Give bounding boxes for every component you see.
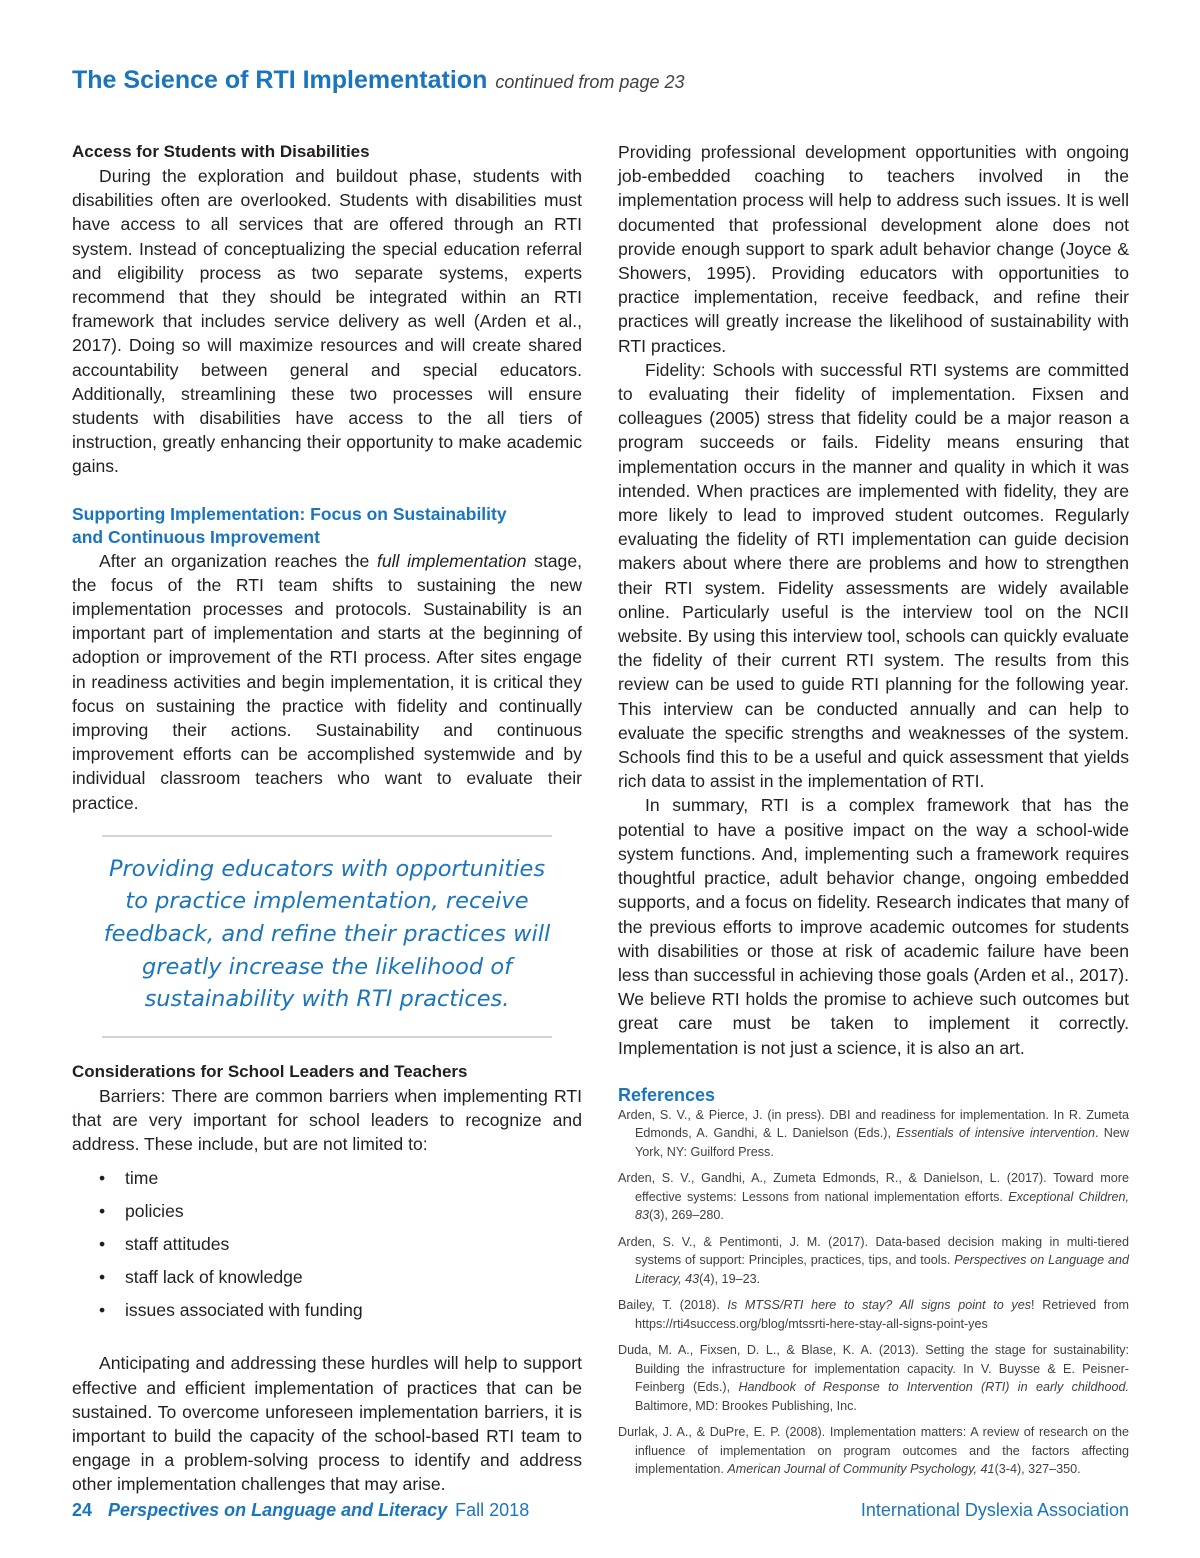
reference-item: Arden, S. V., Gandhi, A., Zumeta Edmonds, R., & Danielson, L. (2017). Toward more effective systems: Lessons from national implementation efforts. Exceptional Children, 83(3), 269–280. [618,1171,1129,1223]
barriers-list [99,1162,582,1327]
pull-quote [102,835,552,1038]
list-item: • time [99,1162,582,1195]
paragraph: Barriers: There are common barriers when implementing RTI that are very important for school leaders to recognize and address. These include, but are not limited to: [72,1085,582,1155]
pull-quote-line: greatly increase the likelihood of [141,953,513,980]
list-item: • staff attitudes [99,1228,582,1261]
organization-name: International Dyslexia Association [860,1500,1129,1520]
pull-quote-line: sustainability with RTI practices. [144,986,510,1013]
issue-label: Fall 2018 [455,1500,530,1520]
reference-item: Arden, S. V., & Pierce, J. (in press). DBI and readiness for implementation. In R. Zumeta Edmonds, A. Gandhi, & L. Danielson (Eds.), Essentials of intensive intervention. New York, NY: Guilford Press. [618,1107,1129,1159]
list-item: • staff lack of knowledge [99,1261,582,1294]
list-item: • issues associated with funding [99,1294,582,1327]
reference-item: Durlak, J. A., & DuPre, E. P. (2008). Implementation matters: A review of research on the influence of implementation on program outcomes and the factors affecting implementation. American Journal of Community Psychology, 41(3-4), 327–350. [618,1425,1129,1477]
text: After an organization reaches the [99,550,377,571]
references-heading: References [618,1084,716,1105]
text: stage, the focus of the RTI team shifts to sustaining the new implementation processes and protocols. Sustainability is an important part of implementation and starts at the beginning of adoption or improvement of the RTI process. After sites engage in readiness activities and begin implementation, it is critical they focus on sustaining the practice with fidelity and continually improving their actions. Sustainability and continuous improvement efforts can be accomplished systemwide and by individual classroom teachers who want to evaluate their practice. [72,550,582,813]
reference-item: Bailey, T. (2018). Is MTSS/RTI here to stay? All signs point to yes! Retrieved from https://rti4success.org/blog/mtssrti-here-stay-all-signs-point-yes [618,1298,1129,1331]
right-column [618,140,1129,1487]
page-header [72,66,685,95]
heading-line: Supporting Implementation: Focus on Sustainability [72,503,507,524]
heading-line: and Continuous Improvement [72,526,320,547]
paragraph: Providing professional development opportunities with ongoing job-embedded coaching to teachers involved in the implementation process will help to address such issues. It is well documented that professional development alone does not provide enough support to spark adult behavior change (Joyce & Showers, 1995). Providing educators with opportunities to practice implementation, receive feedback, and refine their practices will greatly increase the likelihood of sustainability with RTI practices. [618,142,1129,356]
page-footer [72,1500,1129,1521]
page-number: 24 [72,1500,93,1520]
paragraph: In summary, RTI is a complex framework that has the potential to have a positive impact on the way a school-wide system functions. And, implementing such a framework requires thoughtful practice, adult behavior change, ongoing embedded supports, and a focus on fidelity. Research indicates that many of the previous efforts to improve academic outcomes for students with disabilities or those at risk of academic failure have been less than successful in achieving those goals (Arden et al., 2017). We believe RTI holds the promise to achieve such outcomes but great care must be taken to implement it correctly. Implementation is not just a science, it is also an art. [618,795,1129,1058]
article-title: The Science of RTI Implementation [72,66,488,94]
section-heading-access: Access for Students with Disabilities [72,142,370,161]
references-list [618,1106,1129,1479]
reference-item: Duda, M. A., Fixsen, D. L., & Blase, K. A. (2013). Setting the stage for sustainability: Building the infrastructure for implementation capacity. In V. Buysse & E. Peisner-Feinberg (Eds.), Handbook of Response to Intervention (RTI) in early childhood. Baltimore, MD: Brookes Publishing, Inc. [618,1343,1129,1413]
pull-quote-line: Providing educators with opportunities [108,855,546,882]
pull-quote-line: to practice implementation, receive [125,888,529,915]
continued-note: continued from page 23 [495,72,685,92]
emphasis-text: full implementation [376,550,527,571]
section-heading-considerations: Considerations for School Leaders and Teachers [72,1061,468,1081]
section-heading-supporting [72,503,582,549]
paragraph: Fidelity: Schools with successful RTI systems are committed to evaluating their fidelity of implementation. Fixsen and colleagues (2005) stress that fidelity could be a major reason a program succeeds or fails. Fidelity means ensuring that implementation occurs in the manner and quality in which it was intended. When practices are implemented with fidelity, they are more likely to lead to improved student outcomes. Regularly evaluating the fidelity of RTI implementation can guide decision makers about where there are problems and how to strengthen their RTI system. Fidelity assessments are widely available online. Particularly useful is the interview tool on the NCII website. By using this interview tool, schools can quickly evaluate the fidelity of their current RTI system. The results from this review can be used to guide RTI planning for the following year. This interview can be conducted annually and can help to evaluate the specific strengths and weaknesses of the system. Schools find this to be a useful and quick assessment that yields rich data to assist in the implementation of RTI. [618,359,1129,792]
list-item: • policies [99,1195,582,1228]
paragraph: Anticipating and addressing these hurdles will help to support effective and efficient implementation of practices that can be sustained. To overcome unforeseen implementation barriers, it is important to build the capacity of the school-based RTI team to engage in a problem-solving process to identify and address other implementation challenges that may arise. [72,1353,582,1495]
journal-name: Perspectives on Language and Literacy [108,1500,448,1520]
paragraph: During the exploration and buildout phase, students with disabilities often are overlooked. Students with disabilities must have access to all services that are offered through an RTI system. Instead of conceptualizing the special education referral and eligibility process as two separate systems, experts recommend that they should be integrated within an RTI framework that includes service delivery as well (Arden et al., 2017). Doing so will maximize resources and will create shared accountability between general and special educators. Additionally, streamlining these two processes will ensure students with disabilities have access to the all tiers of instruction, greatly enhancing their opportunity to make academic gains. [72,166,582,477]
paragraph [72,549,582,815]
pull-quote-line: feedback, and refine their practices will [103,921,551,948]
left-column [72,140,582,1497]
reference-item: Arden, S. V., & Pentimonti, J. M. (2017). Data-based decision making in multi-tiered systems of support: Principles, practices, tips, and tools. Perspectives on Language and Literacy, 43(4), 19–23. [618,1234,1129,1286]
